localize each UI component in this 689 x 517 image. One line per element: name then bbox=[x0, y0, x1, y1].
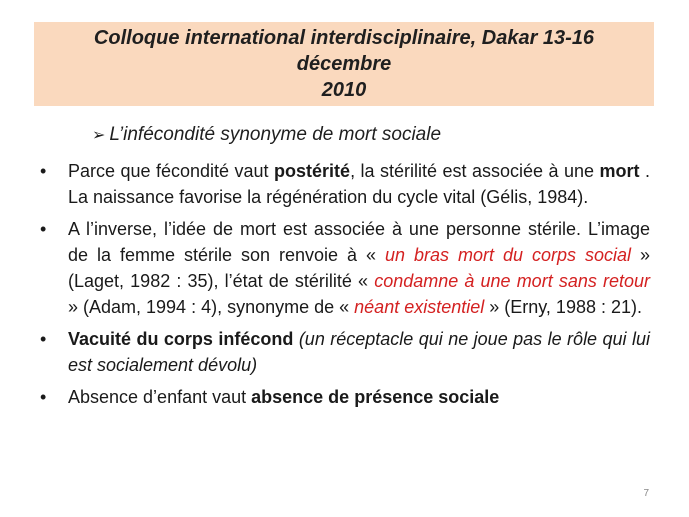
bullet-text-segment: A l’inverse, l’idée de mort est associée à une personne stérile. L’image de la femme stérile son renvoie à « bbox=[68, 219, 650, 265]
bullet-item bbox=[38, 384, 650, 410]
bullet-text-segment: (un réceptacle qui ne joue pas le rôle qui lui est socialement dévolu) bbox=[68, 329, 650, 375]
bullet-text-segment: néant existentiel bbox=[354, 297, 485, 317]
title-line-1: Colloque international interdisciplinaire, Dakar 13-16 décembre bbox=[93, 27, 595, 75]
slide-title bbox=[34, 25, 654, 103]
bullet-text-segment: Absence d’enfant vaut bbox=[68, 387, 252, 407]
section-heading-text: L’infécondité synonyme de mort sociale bbox=[109, 124, 442, 145]
bullet-dot-icon: • bbox=[40, 387, 47, 407]
bullet-text-segment: » (Laget, 1982 : 35), l’état de stérilité « bbox=[68, 245, 650, 291]
bullet-text-segment: , la stérilité est associée à une bbox=[350, 161, 600, 181]
bullet-text-segment: Parce que fécondité vaut bbox=[68, 161, 275, 181]
bullet-text-segment: absence de présence sociale bbox=[251, 387, 500, 407]
bullet-text-segment: mort bbox=[599, 161, 640, 181]
title-banner bbox=[34, 22, 654, 106]
bullet-text-segment: un bras mort du corps social bbox=[384, 245, 631, 265]
bullet-text-segment: » (Adam, 1994 : 4), synonyme de « bbox=[68, 297, 355, 317]
bullet-item bbox=[38, 326, 650, 378]
bullet-item bbox=[38, 158, 650, 210]
section-heading bbox=[92, 124, 441, 146]
bullet-list bbox=[38, 158, 650, 416]
arrow-bullet-icon: ➢ bbox=[92, 127, 106, 144]
bullet-text-segment: . La naissance favorise la régénération du cycle vital (Gélis, 1984). bbox=[68, 161, 650, 207]
bullet-text-segment: condamne à une mort sans retour bbox=[374, 271, 650, 291]
bullet-dot-icon: • bbox=[40, 161, 47, 181]
bullet-text-segment: » (Erny, 1988 : 21). bbox=[484, 297, 642, 317]
bullet-dot-icon: • bbox=[40, 219, 47, 239]
bullet-dot-icon: • bbox=[40, 329, 47, 349]
title-line-2: 2010 bbox=[321, 79, 367, 101]
page-number: 7 bbox=[643, 488, 649, 499]
bullet-item bbox=[38, 216, 650, 320]
bullet-text-segment: Vacuité du corps infécond bbox=[68, 329, 294, 349]
bullet-text-segment: postérité bbox=[274, 161, 351, 181]
